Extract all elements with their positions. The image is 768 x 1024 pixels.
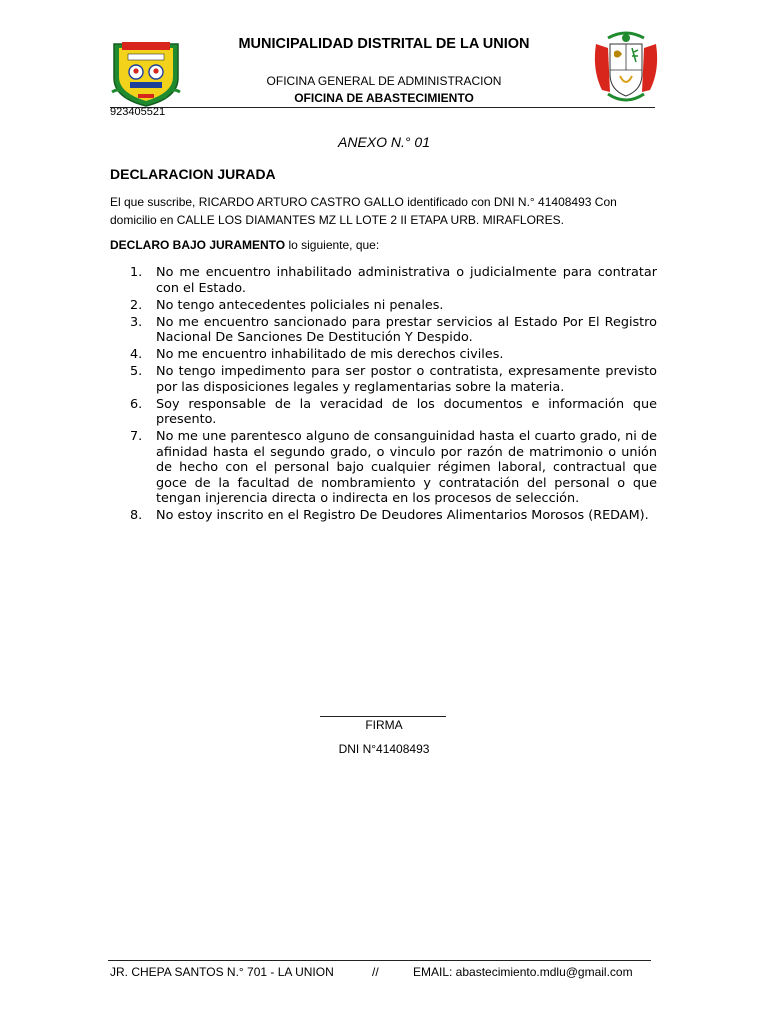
- list-item-text: No me encuentro sancionado para prestar servicios al Estado Por El Registro Nacional De Sanciones De Destitución Y Despido.: [156, 314, 657, 345]
- list-item: [130, 315, 657, 346]
- list-item-text: No me encuentro inhabilitado administrativa o judicialmente para contratar con el Estado.: [156, 265, 657, 296]
- list-item-number: 1.: [130, 265, 143, 280]
- list-item-number: 7.: [130, 429, 143, 444]
- list-item: [130, 298, 657, 314]
- declaration-list: [130, 265, 657, 525]
- list-item-text: Soy responsable de la veracidad de los documentos e información que presento.: [156, 396, 657, 427]
- list-item: [130, 508, 657, 524]
- footer-divider: [108, 960, 651, 961]
- list-item-number: 3.: [130, 314, 143, 330]
- municipality-title: MUNICIPALIDAD DISTRITAL DE LA UNION: [238, 36, 530, 52]
- signature-line: [320, 716, 446, 717]
- office-name: OFICINA DE ABASTECIMIENTO: [294, 91, 474, 105]
- list-item: [130, 397, 657, 428]
- list-item: [130, 265, 657, 296]
- office-subtitle: OFICINA GENERAL DE ADMINISTRACION: [266, 74, 502, 88]
- anexo-label: ANEXO N.° 01: [338, 134, 430, 150]
- signature-label: FIRMA: [365, 718, 403, 732]
- list-item-text: No tengo antecedentes policiales ni penales.: [156, 297, 444, 313]
- list-item-number: 2.: [130, 297, 143, 313]
- list-item-number: 5.: [130, 364, 143, 379]
- declaration-bold: DECLARO BAJO JURAMENTO: [110, 238, 286, 252]
- list-item-text: No me une parentesco alguno de consanguinidad hasta el cuarto grado, ni de afinidad hasta el segundo grado, o vinculo por razón de matrimonio o unión de hecho con el personal bajo cualquier régimen laboral, contractual que goce de la facultad de nombramiento y contratación del personal o que tengan injerencia directa o indirecta en los procesos de selección.: [156, 429, 657, 506]
- phone-number: 923405521: [110, 106, 166, 118]
- list-item: [130, 364, 657, 395]
- intro-paragraph: El que suscribe, RICARDO ARTURO CASTRO GALLO identificado con DNI N.° 41408493 Con domicilio en CALLE LOS DIAMANTES MZ LL LOTE 2 II ETAPA URB. MIRAFLORES.: [110, 195, 617, 227]
- list-item-number: 4.: [130, 347, 143, 362]
- declaration-rest: lo siguiente, que:: [285, 238, 380, 252]
- document-title: DECLARACION JURADA: [110, 166, 276, 182]
- list-item-text: No tengo impedimento para ser postor o contratista, expresamente previsto por las disposiciones legales y reglamentarias sobre la materia.: [156, 364, 657, 395]
- list-item-number: 6.: [130, 396, 143, 412]
- header-divider: [110, 107, 655, 108]
- signature-dni: DNI N°41408493: [338, 742, 430, 756]
- footer-email: EMAIL: abastecimiento.mdlu@gmail.com: [413, 965, 633, 979]
- list-item: [130, 429, 657, 507]
- list-item: [130, 347, 657, 363]
- list-item-number: 8.: [130, 508, 143, 523]
- declaration-statement: [110, 238, 379, 252]
- footer-address: JR. CHEPA SANTOS N.° 701 - LA UNION: [110, 965, 334, 979]
- footer-separator: //: [372, 965, 379, 979]
- list-item-text: No me encuentro inhabilitado de mis derechos civiles.: [156, 347, 504, 362]
- list-item-text: No estoy inscrito en el Registro De Deudores Alimentarios Morosos (REDAM).: [156, 508, 649, 523]
